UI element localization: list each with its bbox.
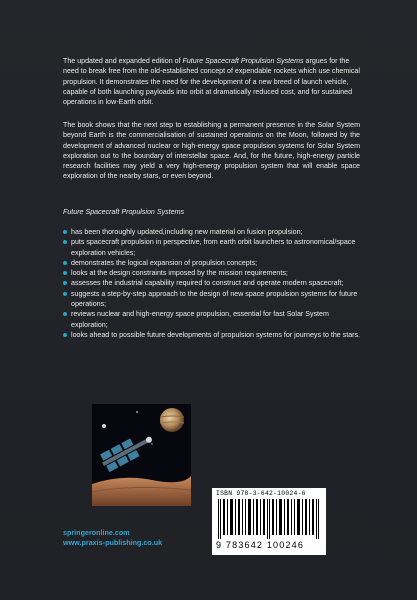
feature-list (63, 227, 363, 340)
springer-link[interactable]: springeronline.com (63, 528, 130, 537)
barcode-icon (218, 499, 320, 539)
isbn-barcode-label (212, 488, 326, 555)
list-item: looks at the design constraints imposed by the mission requirements; (63, 268, 363, 278)
praxis-link[interactable]: www.praxis-publishing.co.uk (63, 538, 163, 547)
publisher-links (63, 528, 162, 548)
bullet-icon (63, 292, 67, 296)
list-item: has been thoroughly updated,including new material on fusion propulsion; (63, 227, 363, 237)
description-paragraph: The book shows that the next step to establishing a permanent presence in the Solar System beyond Earth is the commercialisation of sustained operations on the Moon, followed by the development of advanced nuclear or high-energy space propulsion systems for Solar System exploration out to the boundary of interstellar space. And, for the future, high-energy particle research facilities may yield a very high-energy propulsion system that will enable space exploration of the nearby stars, or even beyond. (63, 121, 360, 181)
bullet-icon (63, 240, 67, 244)
list-item: looks ahead to possible future developments of propulsion systems for journeys to the stars. (63, 330, 363, 340)
list-item: demonstrates the logical expansion of propulsion concepts; (63, 258, 363, 268)
list-title: Future Spacecraft Propulsion Systems (63, 208, 185, 216)
list-item: reviews nuclear and high-energy space propulsion, essential for fast Solar System exploration; (63, 309, 363, 330)
bullet-icon (63, 271, 67, 275)
intro-paragraph: The updated and expanded edition of Future Spacecraft Propulsion Systems argues for the need to break free from the old-established concept of expendable rockets which use chemical propulsion. It demonstrates the need for the development of a new breed of launch vehicle, capable of both launching payloads into orbit at dramatically reduced cost, and for sustained operations in low-Earth orbit. (63, 57, 360, 107)
list-item: puts spacecraft propulsion in perspective, from earth orbit launchers to astronomical/space exploration vehicles; (63, 237, 363, 258)
bullet-icon (63, 230, 67, 234)
book-title-italic: Future Spacecraft Propulsion Systems (182, 57, 304, 65)
ean-digits: 9 783642 100246 (216, 540, 305, 550)
bullet-icon (63, 261, 67, 265)
spacecraft-illustration (92, 404, 191, 506)
space-scene-image (92, 404, 191, 506)
list-item: suggests a step-by-step approach to the design of new space propulsion systems for future operations; (63, 289, 363, 310)
bullet-icon (63, 312, 67, 316)
bullet-icon (63, 281, 67, 285)
bullet-icon (63, 333, 67, 337)
list-item: assesses the industrial capability required to construct and operate modern spacecraft; (63, 278, 363, 288)
isbn-number: ISBN 978-3-642-10024-6 (216, 490, 306, 497)
